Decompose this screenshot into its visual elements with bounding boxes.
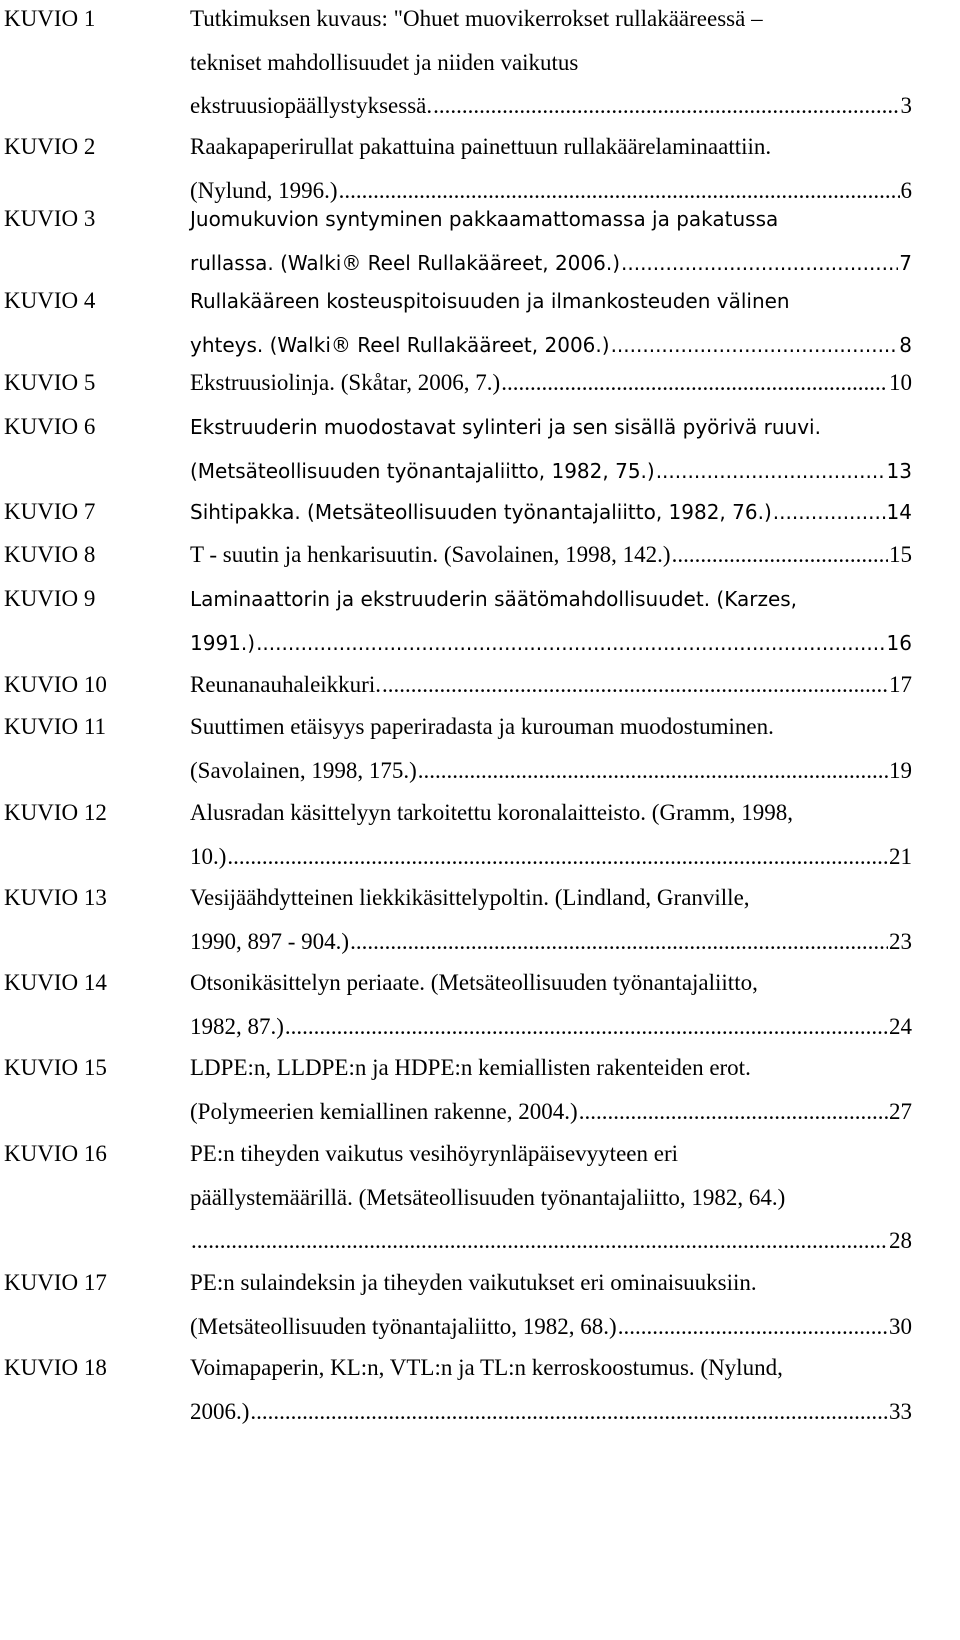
figure-caption-text: Reunanauhaleikkuri. — [190, 672, 381, 697]
figure-caption-text: 1990, 897 - 904.) — [190, 928, 350, 954]
figure-caption-text: rullassa. (Walki® Reel Rullakääreet, 2006.) — [190, 250, 620, 275]
figure-label: KUVIO 2 — [4, 134, 96, 159]
figure-caption-line: Laminaattorin ja ekstruuderin säätömahdollisuudet. (Karzes, — [190, 587, 798, 611]
leader-dots — [285, 1008, 888, 1046]
figure-caption-last-line — [190, 752, 912, 790]
figure-label: KUVIO 7 — [4, 499, 96, 524]
figure-label: KUVIO 16 — [4, 1141, 107, 1166]
figure-caption-last-line — [190, 1008, 912, 1046]
page-number[interactable]: 17 — [889, 672, 912, 697]
figure-caption-line: Tutkimuksen kuvaus: "Ohuet muovikerrokset rullakääreessä – — [190, 6, 763, 31]
figure-caption-last-line — [190, 493, 912, 531]
figure-caption-line: tekniset mahdollisuudet ja niiden vaikutus — [190, 49, 579, 75]
figure-caption-last-line — [190, 838, 912, 876]
page-number[interactable]: 33 — [889, 1398, 912, 1424]
figure-caption-line: Raakapaperirullat pakattuina painettuun rullakäärelaminaattiin. — [190, 134, 772, 159]
figure-caption-last-line — [190, 1093, 912, 1131]
page-number[interactable]: 19 — [889, 757, 912, 783]
figure-caption-last-line — [190, 1308, 912, 1346]
page-number[interactable]: 30 — [889, 1313, 912, 1339]
leader-dots — [350, 923, 888, 961]
leader-dots — [656, 452, 886, 490]
figure-caption-line: LDPE:n, LLDPE:n ja HDPE:n kemiallisten rakenteiden erot. — [190, 1055, 751, 1080]
page-number[interactable]: 3 — [900, 93, 912, 118]
figure-label: KUVIO 6 — [4, 414, 96, 439]
figure-caption-line: Suuttimen etäisyys paperiradasta ja kurouman muodostuminen. — [190, 714, 774, 739]
figure-caption-text: Ekstruusiolinja. (Skåtar, 2006, 7.) — [190, 370, 501, 395]
page-number[interactable]: 16 — [886, 630, 912, 655]
figure-label: KUVIO 11 — [4, 714, 106, 739]
figure-caption-line: Juomukuvion syntyminen pakkaamattomassa ja pakatussa — [190, 207, 779, 231]
figure-caption-line: päällystemäärillä. (Metsäteollisuuden työnantajaliitto, 1982, 64.) — [190, 1184, 786, 1210]
figure-caption-text: Sihtipakka. (Metsäteollisuuden työnantajaliitto, 1982, 76.) — [190, 500, 772, 524]
leader-dots — [618, 1308, 888, 1346]
figure-label: KUVIO 13 — [4, 885, 107, 910]
page-number[interactable]: 24 — [889, 1013, 912, 1039]
figure-label: KUVIO 8 — [4, 542, 96, 567]
leader-dots — [672, 536, 888, 574]
figure-caption-last-line — [190, 244, 912, 282]
leader-dots — [579, 1093, 888, 1131]
leader-dots — [256, 624, 885, 662]
page-number[interactable]: 14 — [886, 500, 912, 524]
leader-dots — [621, 244, 898, 282]
figure-label: KUVIO 1 — [4, 6, 96, 31]
page-number[interactable]: 6 — [900, 177, 912, 203]
figure-caption-text: T - suutin ja henkarisuutin. (Savolainen, 1998, 142.) — [190, 542, 671, 567]
page-number[interactable]: 27 — [889, 1098, 912, 1124]
figure-caption-text: (Polymeerien kemiallinen rakenne, 2004.) — [190, 1098, 578, 1124]
figure-caption-line: Otsonikäsittelyn periaate. (Metsäteollisuuden työnantajaliitto, — [190, 970, 758, 995]
leader-dots — [611, 326, 899, 364]
page-number[interactable]: 28 — [889, 1228, 912, 1253]
page-number[interactable]: 21 — [889, 843, 912, 869]
figure-label: KUVIO 14 — [4, 970, 107, 995]
figure-caption-line: Rullakääreen kosteuspitoisuuden ja ilmankosteuden välinen — [190, 289, 790, 313]
figure-caption-line: Voimapaperin, KL:n, VTL:n ja TL:n kerroskoostumus. (Nylund, — [190, 1355, 783, 1380]
figure-caption-text: yhteys. (Walki® Reel Rullakääreet, 2006.) — [190, 332, 610, 357]
figure-caption-text: (Metsäteollisuuden työnantajaliitto, 1982, 75.) — [190, 458, 655, 483]
figure-caption-last-line — [190, 666, 912, 704]
figure-caption-last-line — [190, 536, 912, 574]
leader-dots — [773, 493, 886, 531]
figure-caption-text: (Savolainen, 1998, 175.) — [190, 757, 417, 783]
leader-dots — [418, 752, 888, 790]
page-number[interactable]: 7 — [899, 250, 912, 275]
figure-caption-text: ekstruusiopäällystyksessä. — [190, 93, 433, 118]
page-number[interactable]: 10 — [889, 370, 912, 395]
figure-caption-line: PE:n sulaindeksin ja tiheyden vaikutukset eri ominaisuuksiin. — [190, 1270, 757, 1295]
figure-label: KUVIO 12 — [4, 800, 107, 825]
figure-caption-last-line — [190, 624, 912, 662]
figure-label: KUVIO 17 — [4, 1270, 107, 1295]
figure-caption-text: 10.) — [190, 843, 227, 869]
figure-caption-last-line — [190, 923, 912, 961]
leader-dots — [433, 87, 899, 125]
figure-label: KUVIO 4 — [4, 288, 96, 313]
figure-caption-text: 2006.) — [190, 1398, 250, 1424]
figure-caption-line: PE:n tiheyden vaikutus vesihöyrynläpäisevyyteen eri — [190, 1141, 678, 1166]
figure-caption-text: (Nylund, 1996.) — [190, 177, 338, 203]
figure-label: KUVIO 5 — [4, 370, 96, 395]
figure-label: KUVIO 18 — [4, 1355, 107, 1380]
page-number[interactable]: 15 — [889, 542, 912, 567]
figure-label: KUVIO 9 — [4, 586, 96, 611]
leader-dots — [501, 364, 888, 402]
figure-caption-last-line — [190, 326, 912, 364]
page-number[interactable]: 8 — [899, 332, 912, 357]
figure-caption-line: Alusradan käsittelyyn tarkoitettu koronalaitteisto. (Gramm, 1998, — [190, 800, 793, 825]
figure-caption-last-line — [190, 1393, 912, 1431]
figure-caption-last-line — [190, 1222, 912, 1260]
figure-label: KUVIO 15 — [4, 1055, 107, 1080]
leader-dots — [250, 1393, 888, 1431]
figure-caption-last-line — [190, 87, 912, 125]
figure-caption-text: (Metsäteollisuuden työnantajaliitto, 1982, 68.) — [190, 1313, 617, 1339]
figure-caption-text: 1991.) — [190, 630, 256, 655]
leader-dots — [191, 1222, 888, 1260]
figure-caption-last-line — [190, 364, 912, 402]
page-number[interactable]: 13 — [886, 458, 912, 483]
figure-label: KUVIO 3 — [4, 206, 96, 231]
leader-dots — [227, 838, 888, 876]
leader-dots — [382, 666, 888, 704]
figure-caption-text: 1982, 87.) — [190, 1013, 284, 1039]
figure-caption-line: Vesijäähdytteinen liekkikäsittelypoltin. (Lindland, Granville, — [190, 885, 750, 910]
figure-caption-last-line — [190, 452, 912, 490]
figure-caption-line: Ekstruuderin muodostavat sylinteri ja sen sisällä pyörivä ruuvi. — [190, 415, 821, 439]
page-number[interactable]: 23 — [889, 928, 912, 954]
figure-label: KUVIO 10 — [4, 672, 107, 697]
